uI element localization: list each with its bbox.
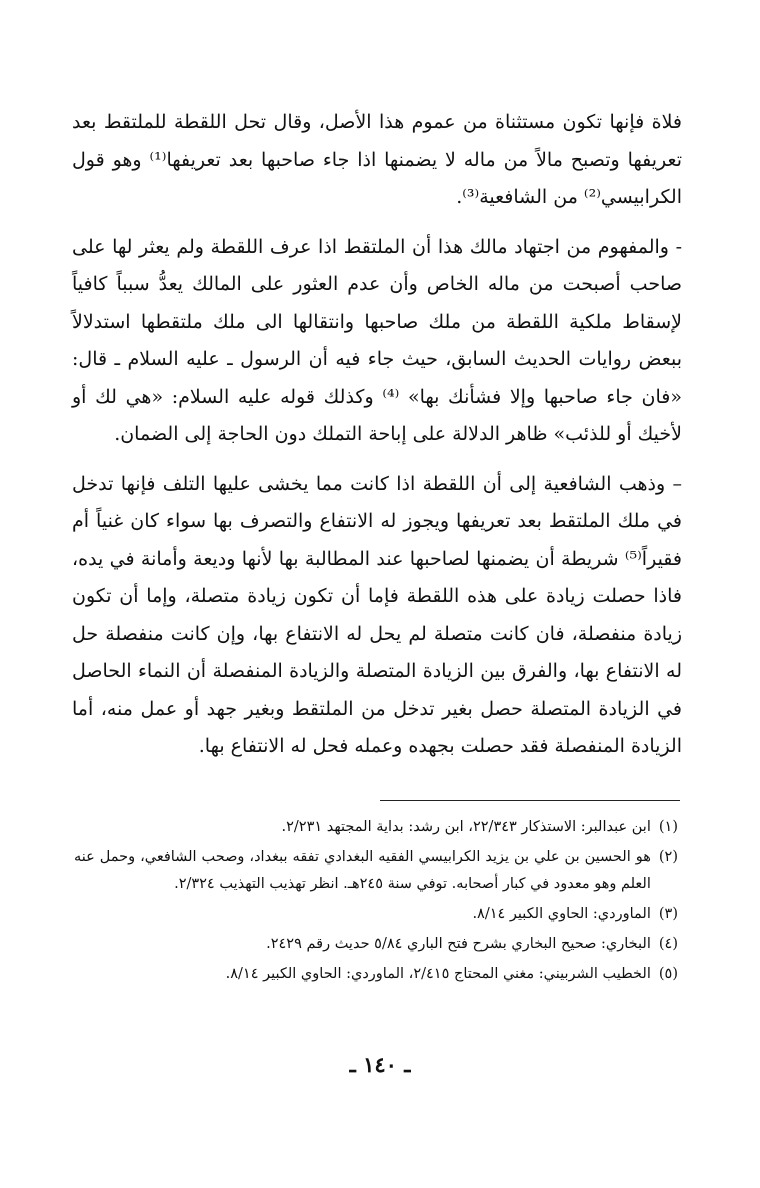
paragraph-2: - والمفهوم من اجتهاد مالك هذا أن الملتقط اذا عرف اللقطة ولم يعثر لها على صاحب أصبحت من ماله الخاص وأن عدم العثور على المالك يعدُّ سبباً كافياً لإسقاط ملكية اللقطة من ملك صاحبها وانتقالها الى ملك ملتقطها استدلالاً ببعض روايات الحديث السابق، حيث جاء فيه أن الرسول ـ عليه السلام ـ قال: «فان جاء صاحبها وإلا فشأنك بها» ⁽⁴⁾ وكذلك قوله عليه السلام: «هي لك أو لأخيك أو للذئب» ظاهر الدلالة على إباحة التملك دون الحاجة إلى الضمان. xyxy=(72,235,682,445)
main-text xyxy=(72,104,682,778)
footnote-2 xyxy=(74,844,678,898)
footnote-number: (٥) xyxy=(658,966,678,982)
footnote-text: ابن عبدالبر: الاستذكار ٢٢/٣٤٣، ابن رشد: بداية المجتهد ٢/٢٣١. xyxy=(281,819,651,835)
footnote-number: (٣) xyxy=(658,906,678,922)
footnote-number: (١) xyxy=(658,819,678,835)
footnote-number: (٤) xyxy=(658,936,678,952)
footnote-1 xyxy=(74,814,678,841)
footnote-5 xyxy=(74,961,678,988)
footnote-text: الخطيب الشربيني: مغني المحتاج ٢/٤١٥، الماوردي: الحاوي الكبير ٨/١٤. xyxy=(225,966,651,982)
page-number: ـ ١٤٠ ـ xyxy=(349,1052,411,1077)
footnote-text: هو الحسين بن علي بن يزيد الكرابيسي الفقيه البغدادي تفقه ببغداد، وصحب الشافعي، وحمل عنه العلم وهو معدود في كبار أصحابه. توفي سنة ٢٤٥هـ. انظر تهذيب التهذيب ٢/٣٢٤. xyxy=(74,849,651,892)
footnotes xyxy=(74,814,678,991)
footnote-text: البخاري: صحيح البخاري بشرح فتح الباري ٥/٨٤ حديث رقم ٢٤٢٩. xyxy=(266,936,651,952)
footnote-divider xyxy=(380,800,680,801)
footnote-4 xyxy=(74,931,678,958)
paragraph-3: – وذهب الشافعية إلى أن اللقطة اذا كانت مما يخشى عليها التلف فإنها تدخل في ملك الملتقط بعد تعريفها ويجوز له الانتفاع والتصرف بها سواء كان غنياً أم فقيراً⁽⁵⁾ شريطة أن يضمنها لصاحبها عند المطالبة بها لأنها وديعة وأمانة في يده، فاذا حصلت زيادة على هذه اللقطة فإما أن تكون زيادة متصلة، وإما أن تكون زيادة منفصلة، فان كانت متصلة لم يحل له الانتفاع بها، وإن كانت منفصلة حل له الانتفاع بها، والفرق بين الزيادة المتصلة والزيادة المنفصلة أن النماء الحاصل في الزيادة المتصلة حصل بغير تدخل من الملتقط وبغير جهد أو عمل منه، أما الزيادة المنفصلة فقد حصلت بجهده وعمله فحل له الانتفاع بها. xyxy=(72,472,682,757)
paragraph-1: فلاة فإنها تكون مستثناة من عموم هذا الأصل، وقال تحل اللقطة للملتقط بعد تعريفها وتصبح مالاً من ماله لا يضمنها اذا جاء صاحبها بعد تعريفها⁽¹⁾ وهو قول الكرابيسي⁽²⁾ من الشافعية⁽³⁾. xyxy=(72,111,682,208)
footnote-number: (٢) xyxy=(658,849,678,865)
footnote-text: الماوردي: الحاوي الكبير ٨/١٤. xyxy=(472,906,651,922)
footnote-3 xyxy=(74,901,678,928)
